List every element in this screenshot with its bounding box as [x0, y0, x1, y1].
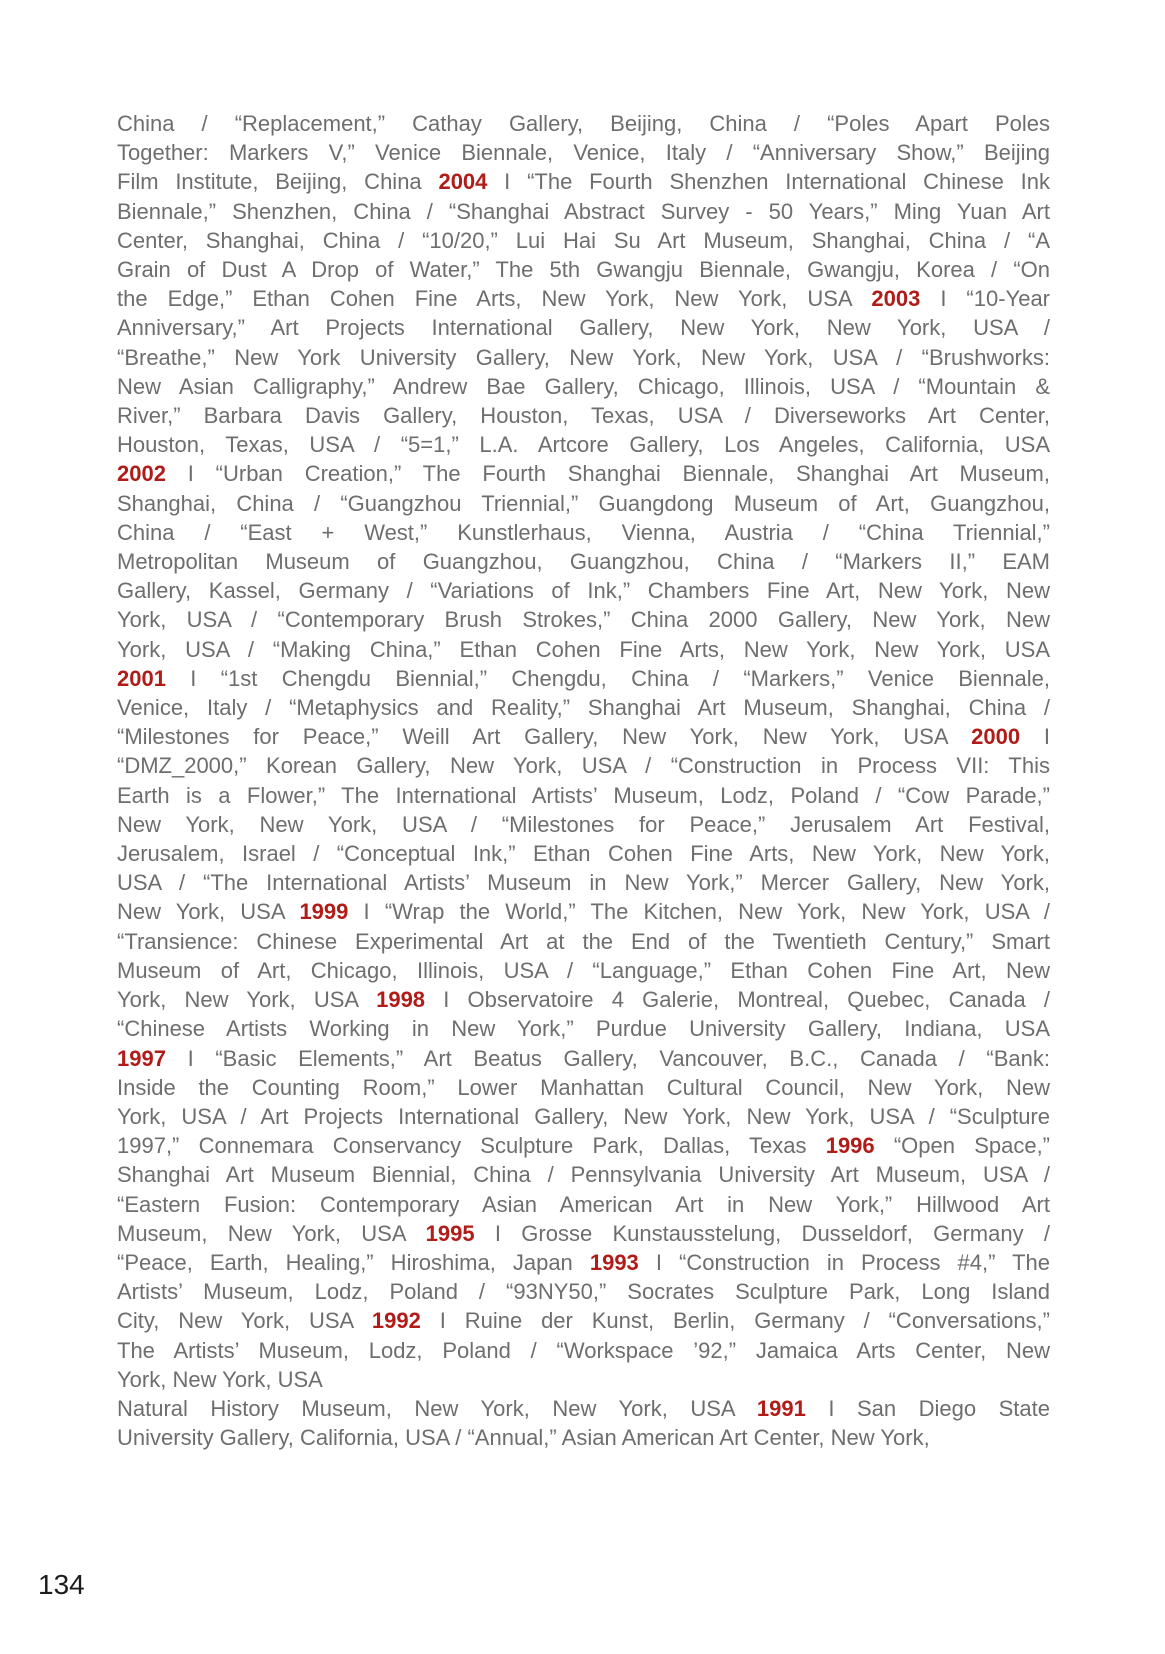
text-line	[117, 781, 1050, 810]
exhibition-year-label: 1996	[825, 1133, 875, 1159]
text-line	[117, 138, 1050, 167]
exhibition-text-run: The Artists’ Museum, Lodz, Poland / “Workspace ’92,” Jamaica Arts Center, New	[117, 1337, 1050, 1363]
exhibition-text-run: “Transience: Chinese Experimental Art at the End of the Twentieth Century,” Smart	[117, 928, 1050, 954]
exhibition-text-run: City, New York, USA	[117, 1308, 372, 1334]
exhibition-text-run: York, USA / “Contemporary Brush Strokes,” China 2000 Gallery, New York, New	[117, 607, 1050, 633]
exhibition-text-run: I Grosse Kunstausstelung, Dusseldorf, Germany /	[474, 1220, 1051, 1246]
text-line	[117, 197, 1050, 226]
text-line	[117, 897, 1050, 926]
exhibition-text-run: “Peace, Earth, Healing,” Hiroshima, Japan	[117, 1249, 590, 1275]
exhibition-text-run: Film Institute, Beijing, China	[117, 169, 439, 195]
exhibition-year-label: 2004	[438, 169, 488, 195]
exhibition-text-run: I Observatoire 4 Galerie, Montreal, Quebec, Canada /	[425, 987, 1050, 1013]
exhibition-text-run: Shanghai, China / “Guangzhou Triennial,” Guangdong Museum of Art, Guangzhou,	[117, 490, 1050, 516]
text-line	[117, 518, 1050, 547]
text-line	[117, 810, 1050, 839]
exhibition-text-run: Earth is a Flower,” The International Artists’ Museum, Lodz, Poland / “Cow Parade,”	[117, 782, 1050, 808]
exhibition-history-text-block	[117, 109, 1050, 1452]
exhibition-text-run: Grain of Dust A Drop of Water,” The 5th Gwangju Biennale, Gwangju, Korea / “On	[117, 257, 1050, 283]
exhibition-text-run: Together: Markers V,” Venice Biennale, Venice, Italy / “Anniversary Show,” Beijing	[117, 140, 1050, 166]
text-line	[117, 401, 1050, 430]
exhibition-text-run: Shanghai Art Museum Biennial, China / Pennsylvania University Art Museum, USA /	[117, 1162, 1050, 1188]
exhibition-text-run: Houston, Texas, USA / “5=1,” L.A. Artcore Gallery, Los Angeles, California, USA	[117, 432, 1050, 458]
exhibition-text-run: “Open Space,”	[874, 1133, 1051, 1159]
exhibition-text-run: I Ruine der Kunst, Berlin, Germany / “Conversations,”	[420, 1308, 1050, 1334]
exhibition-text-run: I “Basic Elements,” Art Beatus Gallery, Vancouver, B.C., Canada / “Bank:	[165, 1045, 1050, 1071]
text-line	[117, 1336, 1050, 1365]
exhibition-text-run: Gallery, Kassel, Germany / “Variations of Ink,” Chambers Fine Art, New York, New	[117, 578, 1050, 604]
exhibition-text-run: I San Diego State	[805, 1395, 1050, 1421]
text-line	[117, 985, 1050, 1014]
exhibition-text-run: Museum, New York, USA	[117, 1220, 426, 1246]
exhibition-text-run: the Edge,” Ethan Cohen Fine Arts, New York, New York, USA	[117, 286, 872, 312]
text-line	[117, 226, 1050, 255]
text-line	[117, 1306, 1050, 1335]
text-line	[117, 430, 1050, 459]
exhibition-year-label: 1998	[376, 987, 426, 1013]
exhibition-text-run: York, USA / “Making China,” Ethan Cohen Fine Arts, New York, New York, USA	[117, 636, 1050, 662]
text-line	[117, 722, 1050, 751]
exhibition-year-label: 2001	[117, 665, 166, 691]
text-line	[117, 868, 1050, 897]
exhibition-text-run: York, USA / Art Projects International Gallery, New York, New York, USA / “Sculpture	[117, 1103, 1050, 1129]
text-line	[117, 693, 1050, 722]
exhibition-text-run: I	[1020, 724, 1050, 750]
exhibition-year-label: 1995	[425, 1220, 475, 1246]
text-line	[117, 1014, 1050, 1043]
exhibition-text-run: Center, Shanghai, China / “10/20,” Lui Hai Su Art Museum, Shanghai, China / “A	[117, 227, 1050, 253]
text-line	[117, 489, 1050, 518]
text-line	[117, 1190, 1050, 1219]
text-line	[117, 547, 1050, 576]
exhibition-text-run: China / “East + West,” Kunstlerhaus, Vienna, Austria / “China Triennial,”	[117, 519, 1050, 545]
exhibition-text-run: “Breathe,” New York University Gallery, New York, New York, USA / “Brushworks:	[117, 344, 1050, 370]
exhibition-text-run: I “The Fourth Shenzhen International Chinese Ink	[487, 169, 1051, 195]
text-line	[117, 459, 1050, 488]
exhibition-text-run: Jerusalem, Israel / “Conceptual Ink,” Ethan Cohen Fine Arts, New York, New York,	[117, 841, 1050, 867]
text-line	[117, 956, 1050, 985]
exhibition-text-run: Natural History Museum, New York, New York, USA	[117, 1395, 757, 1421]
exhibition-text-run: New York, New York, USA / “Milestones for Peace,” Jerusalem Art Festival,	[117, 811, 1050, 837]
text-line	[117, 927, 1050, 956]
text-line	[117, 372, 1050, 401]
text-line	[117, 664, 1050, 693]
exhibition-text-run: Biennale,” Shenzhen, China / “Shanghai Abstract Survey - 50 Years,” Ming Yuan Art	[117, 198, 1050, 224]
exhibition-text-run: River,” Barbara Davis Gallery, Houston, Texas, USA / Diverseworks Art Center,	[117, 403, 1050, 429]
exhibition-text-run: “DMZ_2000,” Korean Gallery, New York, USA / “Construction in Process VII: This	[117, 753, 1050, 779]
exhibition-text-run: Artists’ Museum, Lodz, Poland / “93NY50,” Socrates Sculpture Park, Long Island	[117, 1279, 1050, 1305]
exhibition-text-run: I “Urban Creation,” The Fourth Shanghai Biennale, Shanghai Art Museum,	[165, 461, 1050, 487]
page-number: 134	[38, 1569, 85, 1600]
exhibition-text-run: I “Construction in Process #4,” The	[638, 1249, 1050, 1275]
text-line	[117, 1160, 1050, 1189]
text-line	[117, 1102, 1050, 1131]
exhibition-text-run: York, New York, USA	[117, 987, 377, 1013]
text-line	[117, 1044, 1050, 1073]
text-line	[117, 605, 1050, 634]
exhibition-year-label: 2003	[871, 286, 921, 312]
text-line	[117, 343, 1050, 372]
exhibition-text-run: Museum of Art, Chicago, Illinois, USA / “Language,” Ethan Cohen Fine Art, New	[117, 957, 1050, 983]
exhibition-text-run: “Chinese Artists Working in New York,” Purdue University Gallery, Indiana, USA	[117, 1016, 1050, 1042]
text-line	[117, 284, 1050, 313]
exhibition-text-run: Inside the Counting Room,” Lower Manhattan Cultural Council, New York, New	[117, 1074, 1050, 1100]
exhibition-year-label: 1999	[299, 899, 349, 925]
text-line	[117, 635, 1050, 664]
exhibition-year-label: 2002	[117, 461, 166, 487]
text-line	[117, 255, 1050, 284]
exhibition-text-run: USA / “The International Artists’ Museum in New York,” Mercer Gallery, New York,	[117, 870, 1050, 896]
exhibition-text-run: New York, USA	[117, 899, 300, 925]
exhibition-year-label: 2000	[971, 724, 1021, 750]
exhibition-year-label: 1993	[589, 1249, 639, 1275]
text-line	[117, 313, 1050, 342]
exhibition-year-label: 1991	[756, 1395, 806, 1421]
exhibition-text-run: “Eastern Fusion: Contemporary Asian American Art in New York,” Hillwood Art	[117, 1191, 1050, 1217]
text-line	[117, 167, 1050, 196]
exhibition-year-label: 1997	[117, 1045, 166, 1071]
exhibition-text-run: New Asian Calligraphy,” Andrew Bae Gallery, Chicago, Illinois, USA / “Mountain &	[117, 373, 1050, 399]
exhibition-text-run: I “1st Chengdu Biennial,” Chengdu, China / “Markers,” Venice Biennale,	[165, 665, 1050, 691]
text-line	[117, 751, 1050, 780]
text-line	[117, 1219, 1050, 1248]
text-line	[117, 1394, 1050, 1423]
exhibition-text-run: Venice, Italy / “Metaphysics and Reality,” Shanghai Art Museum, Shanghai, China /	[117, 695, 1050, 721]
text-line	[117, 1248, 1050, 1277]
exhibition-text-run: I “Wrap the World,” The Kitchen, New York, New York, USA /	[348, 899, 1050, 925]
text-line	[117, 576, 1050, 605]
text-line	[117, 1365, 1050, 1394]
exhibition-text-run: “Milestones for Peace,” Weill Art Gallery, New York, New York, USA	[117, 724, 972, 750]
exhibition-year-label: 1992	[371, 1308, 421, 1334]
text-line	[117, 839, 1050, 868]
text-line	[117, 1131, 1050, 1160]
exhibition-text-run: Metropolitan Museum of Guangzhou, Guangzhou, China / “Markers II,” EAM	[117, 549, 1050, 575]
text-line	[117, 1423, 1050, 1452]
exhibition-text-run: 1997,” Connemara Conservancy Sculpture Park, Dallas, Texas	[117, 1133, 826, 1159]
exhibition-text-run: York, New York, USA	[117, 1366, 323, 1392]
exhibition-text-run: China / “Replacement,” Cathay Gallery, Beijing, China / “Poles Apart Poles	[117, 111, 1050, 136]
exhibition-text-run: I “10-Year	[920, 286, 1051, 312]
text-line	[117, 1277, 1050, 1306]
text-line	[117, 109, 1050, 138]
text-line	[117, 1073, 1050, 1102]
exhibition-text-run: University Gallery, California, USA / “Annual,” Asian American Art Center, New York,	[117, 1425, 930, 1451]
exhibition-text-run: Anniversary,” Art Projects International Gallery, New York, New York, USA /	[117, 315, 1050, 341]
